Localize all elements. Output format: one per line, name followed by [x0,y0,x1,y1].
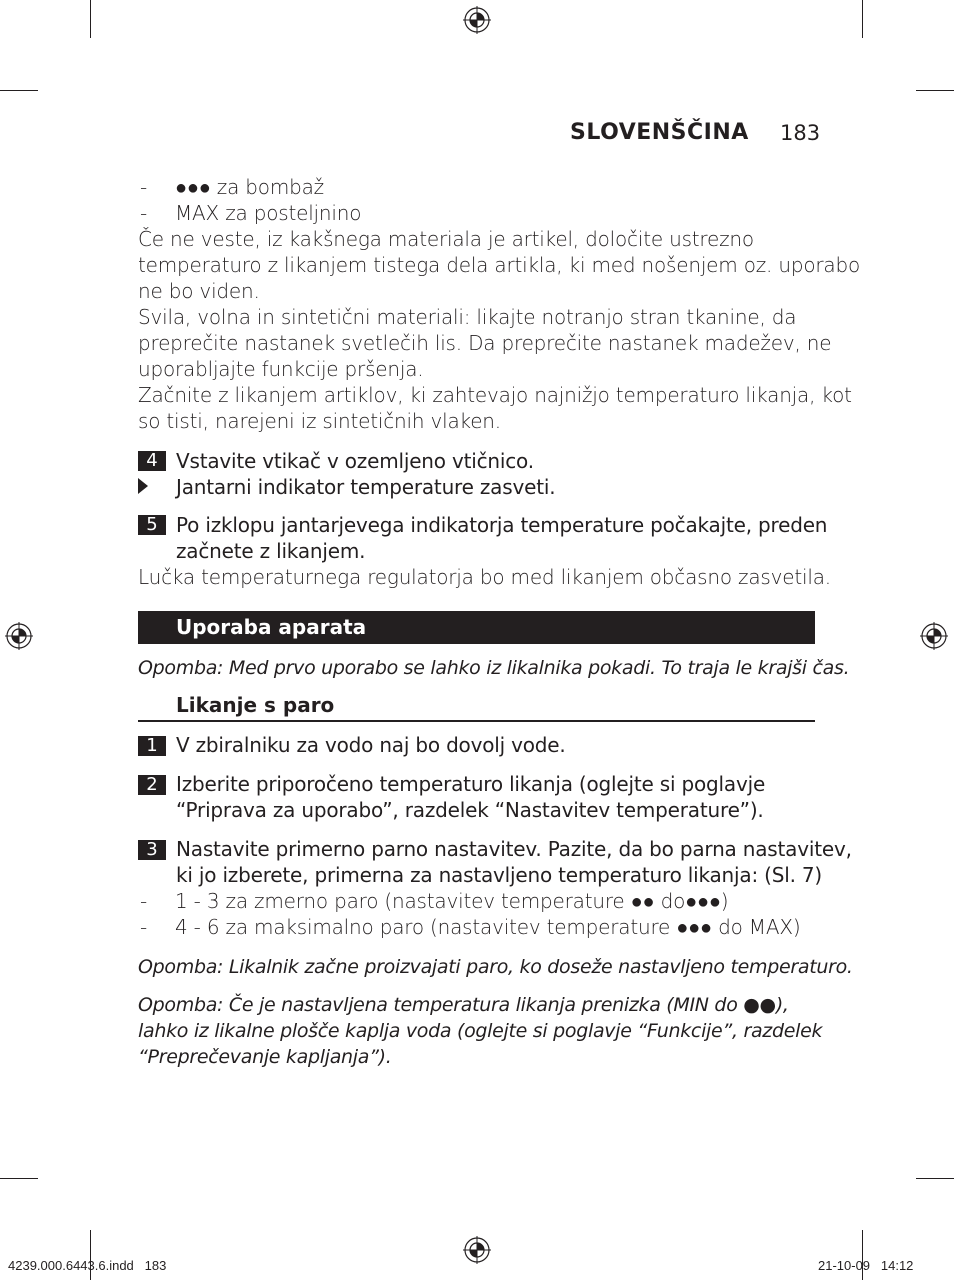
step-text: “Priprava za uporabo”, razdelek “Nastavitev temperature”). [176,798,764,822]
step-result: Jantarni indikator temperature zasveti. [176,475,556,499]
crop-mark [90,0,91,38]
section-header [138,611,815,644]
list-dash: - [140,201,148,225]
crop-mark [916,1178,954,1179]
paragraph-line: preprečite nastanek svetlečih lis. Da preprečite nastanek madežev, ne [138,331,832,355]
step-text: V zbiralniku za vodo naj bo dovolj vode. [176,733,566,757]
paragraph-line: so tisti, narejeni iz sintetičnih vlaken. [138,409,501,433]
list-item: 1 - 3 za zmerno paro (nastavitev temperature ●● do●●●) [175,889,729,913]
paragraph-line: Svila, volna in sintetični materiali: likajte notranjo stran tkanine, da [138,305,797,329]
footer-file-info: 4239.000.6443.6.indd 183 [8,1258,167,1273]
list-item: 4 - 6 za maksimalno paro (nastavitev temperature ●●● do MAX) [175,915,801,939]
note-line: Opomba: Likalnik začne proizvajati paro, ko doseže nastavljeno temperaturo. [138,956,853,978]
registration-mark-icon [5,622,33,650]
footer-date-time: 21-10-09 14:12 [818,1258,914,1273]
step-number: 3 [138,840,166,860]
step-text: Vstavite vtikač v ozemljeno vtičnico. [176,449,534,473]
registration-mark-icon [920,622,948,650]
step-number: 5 [138,515,166,535]
step-number: 1 [138,736,166,756]
step-number: 4 [138,451,166,471]
page-language-title: SLOVENŠČINA [570,120,749,145]
paragraph-line: temperaturo z likanjem tistega dela artikla, ki med nošenjem oz. uporabo [138,253,860,277]
crop-mark [862,0,863,38]
registration-mark-icon [463,1236,491,1264]
step-note: Lučka temperaturnega regulatorja bo med likanjem občasno zasvetila. [138,565,831,589]
paragraph-line: Začnite z likanjem artiklov, ki zahtevajo najnižjo temperaturo likanja, kot [138,383,852,407]
crop-mark [0,90,38,91]
step-text: Izberite priporočeno temperaturo likanja (oglejte si poglavje [176,772,766,796]
step-text: Nastavite primerno parno nastavitev. Pazite, da bo parna nastavitev, [176,837,852,861]
step-text: Po izklopu jantarjevega indikatorja temperature počakajte, preden [176,513,828,537]
paragraph-line: Če ne veste, iz kakšnega materiala je artikel, določite ustrezno [138,227,754,251]
triangle-bullet-icon [138,478,148,494]
list-item: ●●● za bombaž [175,175,324,199]
step-number: 2 [138,775,166,795]
step-text: začnete z likanjem. [176,539,366,563]
step-text: ki jo izberete, primerna za nastavljeno temperaturo likanja: (Sl. 7) [176,863,823,887]
crop-mark [916,90,954,91]
section-note: Opomba: Med prvo uporabo se lahko iz likalnika pokadi. To traja le krajši čas. [138,657,850,679]
paragraph-line: ne bo viden. [138,279,260,303]
note-line: “Preprečevanje kapljanja”). [138,1046,392,1068]
list-item: MAX za posteljnino [175,201,362,225]
subsection-title: Likanje s paro [176,693,335,717]
note-line: lahko iz likalne plošče kaplja voda (oglejte si poglavje “Funkcije”, razdelek [138,1020,823,1042]
page-number: 183 [780,121,821,145]
paragraph-line: uporabljajte funkcije pršenja. [138,357,424,381]
list-dash: - [140,175,148,199]
list-dash: - [140,915,148,939]
divider [138,720,815,722]
note-line: Opomba: Če je nastavljena temperatura likanja prenizka (MIN do ●●), [138,994,789,1016]
registration-mark-icon [463,6,491,34]
list-dash: - [140,889,148,913]
section-title: Uporaba aparata [176,615,367,639]
crop-mark [0,1178,38,1179]
